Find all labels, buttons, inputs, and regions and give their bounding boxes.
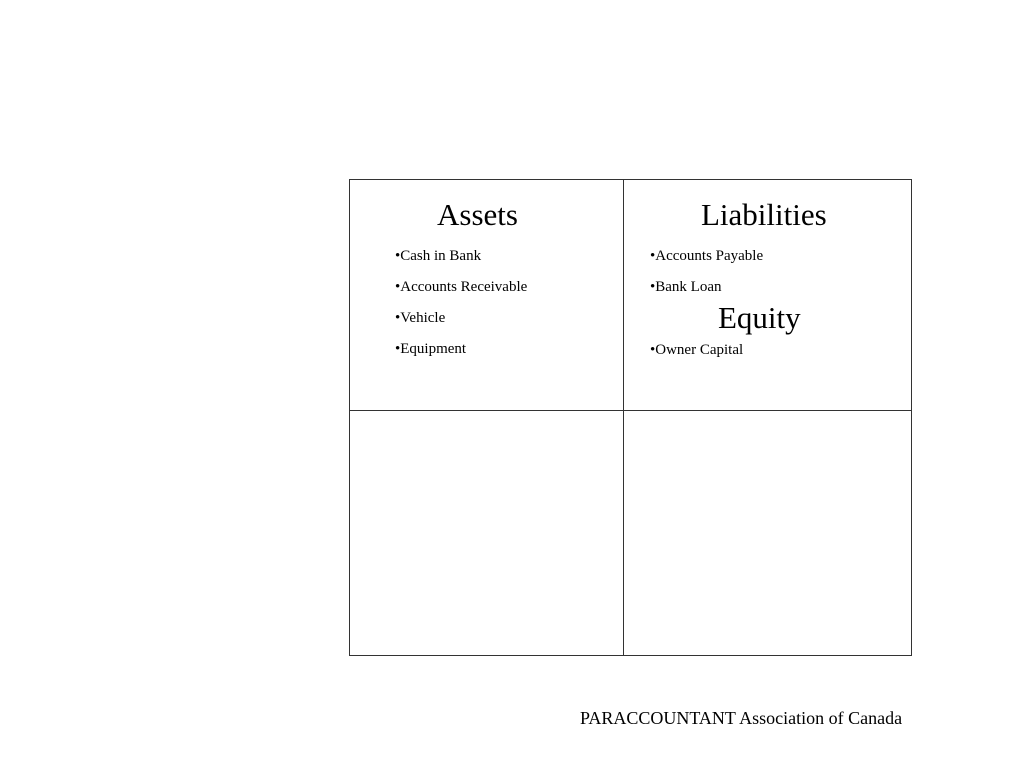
grid-vertical-divider [623, 180, 624, 655]
equity-item-owner-capital: •Owner Capital [650, 342, 744, 358]
assets-item-equipment: •Equipment [395, 341, 467, 357]
assets-list [395, 247, 527, 371]
liabilities-item-accounts-payable: •Accounts Payable [650, 248, 764, 264]
grid-horizontal-divider [350, 410, 911, 411]
equity-heading: Equity [718, 300, 801, 335]
liabilities-heading: Liabilities [701, 197, 827, 232]
liabilities-item-bank-loan: •Bank Loan [650, 279, 722, 295]
equity-list [650, 341, 743, 372]
assets-heading: Assets [437, 197, 518, 232]
assets-item-vehicle: •Vehicle [395, 310, 446, 326]
assets-item-accounts-receivable: •Accounts Receivable [395, 279, 528, 295]
footer-text: PARACCOUNTANT Association of Canada [580, 708, 903, 728]
assets-item-cash-in-bank: •Cash in Bank [395, 248, 482, 264]
